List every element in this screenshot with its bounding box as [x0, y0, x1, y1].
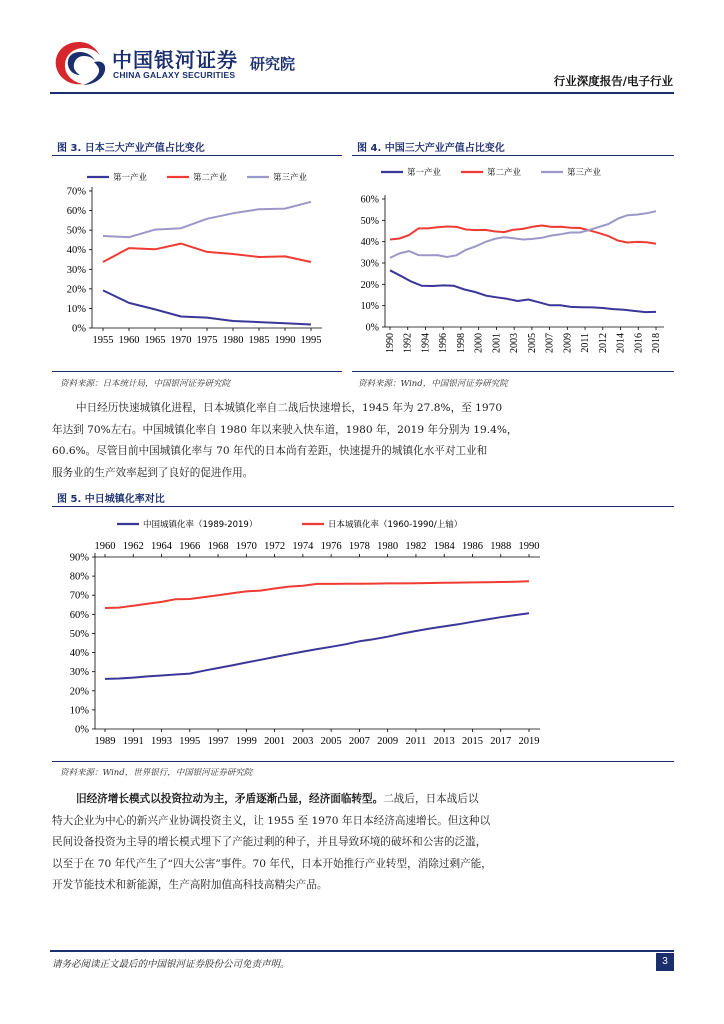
y-tick-label: 60%: [360, 194, 379, 206]
series-line: [103, 202, 311, 237]
x-tick-label: 2005: [320, 736, 342, 747]
y-tick-label: 20%: [360, 279, 379, 291]
fig4-chart: [352, 158, 674, 370]
x-tick-label: 1990: [274, 335, 296, 346]
para1-line: 中日经历快速城镇化进程，日本城镇化率自二战后快速增长，1945 年为 27.8%，至 1970: [76, 402, 503, 414]
para2-line: 开发节能技术和新能源，生产高附加值高科技高精尖产品。: [52, 879, 328, 891]
x-tick-label: 1990: [385, 333, 396, 353]
paragraph-transition: [52, 789, 676, 897]
x-tick-label: 2017: [490, 736, 512, 747]
x-tick-label: 2014: [615, 333, 627, 353]
para1-line: 60.6%。尽管目前中国城镇化率与 70 年代的日本尚有差距，快速提升的城镇化水平对工业和: [52, 445, 488, 457]
legend-label: 第二产业: [193, 173, 228, 183]
institute-label: 研究院: [250, 55, 296, 73]
legend-label: 第三产业: [273, 173, 308, 183]
series-line: [105, 581, 529, 608]
fig4-source: 资料来源：Wind，中国银河证券研究院: [358, 379, 508, 389]
y-tick-label: 70%: [66, 186, 86, 198]
para2-first-line: [52, 789, 676, 811]
x-top-tick-label: 1986: [461, 541, 483, 552]
y-tick-label: 0%: [365, 322, 379, 334]
x-tick-label: 2003: [292, 736, 314, 747]
report-type: 行业深度报告/电子行业: [553, 74, 673, 88]
x-tick-label: 1960: [118, 335, 140, 346]
legend-label: 第一产业: [113, 173, 148, 183]
fig3-source: 资料来源：日本统计局，中国银河证券研究院: [60, 379, 231, 389]
x-top-tick-label: 1964: [151, 541, 173, 552]
legend-label: 第一产业: [407, 168, 442, 178]
x-top-tick-label: 1984: [433, 541, 455, 552]
x-tick-label: 1993: [151, 736, 173, 747]
x-tick-label: 2016: [633, 333, 645, 353]
y-tick-label: 70%: [69, 590, 89, 602]
para2-line1-rest: 二战后，日本战后以: [383, 793, 479, 805]
x-tick-label: 1997: [207, 736, 229, 747]
fig3-title-rule: [52, 155, 342, 156]
x-tick-label: 2009: [377, 736, 399, 747]
y-tick-label: 90%: [69, 552, 89, 564]
y-tick-label: 10%: [360, 301, 379, 313]
footer-divider: [50, 950, 674, 952]
y-tick-label: 10%: [69, 705, 89, 717]
x-top-tick-label: 1962: [122, 541, 144, 552]
x-tick-label: 1965: [144, 335, 166, 346]
series-line: [390, 226, 656, 244]
x-tick-label: 1955: [92, 335, 114, 346]
para2-line: 特大企业为中心的新兴产业协调投资主义，让 1955 至 1970 年日本经济高速增长。但这种以: [52, 814, 491, 827]
x-tick-label: 2011: [405, 736, 427, 747]
x-tick-label: 1995: [300, 335, 322, 346]
footer-disclaimer: 请务必阅读正文最后的中国银河证券股份公司免责声明。: [52, 959, 290, 970]
y-tick-label: 0%: [75, 724, 89, 736]
x-tick-label: 2019: [518, 736, 540, 747]
para1-line: 年达到 70%左右。中国城镇化率自 1980 年以来驶入快车道，1980 年，2019 年分别为 19.4%，: [52, 423, 518, 436]
x-top-tick-label: 1976: [320, 541, 342, 552]
y-tick-label: 30%: [360, 258, 379, 270]
company-name-en: CHINA GALAXY SECURITIES: [113, 70, 236, 80]
y-tick-label: 30%: [69, 667, 89, 679]
y-tick-label: 40%: [360, 237, 379, 249]
y-tick-label: 10%: [66, 303, 86, 315]
fig3-title: 图 3. 日本三大产业产值占比变化: [57, 143, 205, 154]
x-tick-label: 1995: [179, 736, 201, 747]
fig3-bottom-rule: [52, 371, 342, 372]
y-tick-label: 50%: [69, 628, 89, 640]
paragraph-urbanization: [52, 398, 676, 484]
header-divider: [50, 92, 674, 94]
series-line: [105, 613, 529, 679]
x-top-tick-label: 1974: [292, 541, 314, 552]
header-logo: [50, 38, 320, 90]
x-tick-label: 1989: [94, 736, 116, 747]
x-tick-label: 2012: [597, 333, 609, 353]
y-tick-label: 30%: [66, 264, 86, 276]
x-top-tick-label: 1966: [179, 541, 201, 552]
fig5-title: 图 5. 中日城镇化率对比: [57, 494, 165, 505]
x-tick-label: 1980: [222, 335, 244, 346]
legend-label: 第二产业: [487, 168, 522, 178]
x-tick-label: 2018: [651, 333, 662, 353]
fig5-source: 资料来源：Wind，世界银行，中国银河证券研究院: [60, 768, 253, 778]
para1-line: 服务业的生产效率起到了良好的促进作用。: [52, 466, 254, 479]
x-tick-label: 1975: [196, 335, 218, 346]
x-top-tick-label: 1988: [490, 541, 512, 552]
x-tick-label: 1996: [438, 333, 450, 353]
x-tick-label: 2013: [433, 736, 455, 747]
series-line: [390, 211, 656, 258]
y-tick-label: 40%: [66, 245, 86, 257]
y-tick-label: 20%: [69, 686, 89, 698]
x-tick-label: 2015: [461, 736, 483, 747]
y-tick-label: 80%: [69, 571, 89, 583]
page-number: 3: [656, 953, 674, 971]
x-tick-label: 2011: [580, 333, 592, 353]
x-tick-label: 1999: [235, 736, 257, 747]
x-top-tick-label: 1978: [348, 541, 370, 552]
x-tick-label: 1985: [248, 335, 270, 346]
series-line: [103, 290, 311, 324]
legend-label: 日本城镇化率（1960-1990/上轴）: [328, 520, 463, 530]
x-top-tick-label: 1982: [405, 541, 427, 552]
series-line: [390, 270, 656, 312]
x-tick-label: 2003: [509, 333, 521, 353]
x-tick-label: 2001: [264, 736, 286, 747]
x-top-tick-label: 1970: [235, 541, 257, 552]
x-tick-label: 2001: [491, 333, 503, 353]
x-tick-label: 1994: [420, 333, 432, 353]
x-top-tick-label: 1980: [377, 541, 399, 552]
galaxy-logo-icon: [50, 38, 108, 90]
y-tick-label: 50%: [360, 215, 379, 227]
x-tick-label: 2009: [562, 333, 574, 353]
fig4-bottom-rule: [352, 371, 674, 372]
y-tick-label: 50%: [66, 225, 86, 237]
x-tick-label: 1992: [402, 333, 414, 353]
y-tick-label: 60%: [66, 206, 86, 218]
fig5-bottom-rule: [52, 761, 674, 762]
fig4-title: 图 4. 中国三大产业产值占比变化: [357, 143, 505, 154]
y-tick-label: 20%: [66, 284, 86, 296]
x-top-tick-label: 1972: [264, 541, 286, 552]
fig4-title-rule: [352, 155, 674, 156]
x-top-tick-label: 1960: [94, 541, 116, 552]
x-tick-label: 1970: [170, 335, 192, 346]
fig5-chart: [52, 510, 674, 760]
para2-line: 民间设备投资为主导的增长模式埋下了产能过剩的种子，并且导致环境的破坏和公害的泛滥，: [52, 836, 487, 848]
para2-line: 以至于在 70 年代产生了“四大公害”事件。70 年代，日本开始推行产业转型，消除过剩产能，: [52, 857, 492, 870]
x-tick-label: 2007: [348, 736, 370, 747]
x-tick-label: 1998: [455, 333, 467, 353]
series-line: [103, 244, 311, 262]
x-tick-label: 2007: [544, 333, 556, 353]
legend-label: 中国城镇化率（1989-2019）: [143, 520, 258, 530]
x-top-tick-label: 1968: [207, 541, 229, 552]
x-tick-label: 2005: [526, 333, 538, 353]
fig5-title-rule: [52, 506, 674, 507]
para2-bold-lead: 旧经济增长模式以投资拉动为主，矛盾逐渐凸显，经济面临转型。: [76, 793, 384, 805]
x-tick-label: 1991: [122, 736, 144, 747]
y-tick-label: 60%: [69, 609, 89, 621]
legend-label: 第三产业: [567, 168, 602, 178]
company-name-cn: 中国银河证券: [112, 48, 238, 72]
x-top-tick-label: 1990: [518, 541, 540, 552]
fig3-chart: [52, 158, 342, 370]
y-tick-label: 40%: [69, 648, 89, 660]
x-tick-label: 2000: [473, 333, 485, 353]
y-tick-label: 0%: [72, 323, 86, 335]
